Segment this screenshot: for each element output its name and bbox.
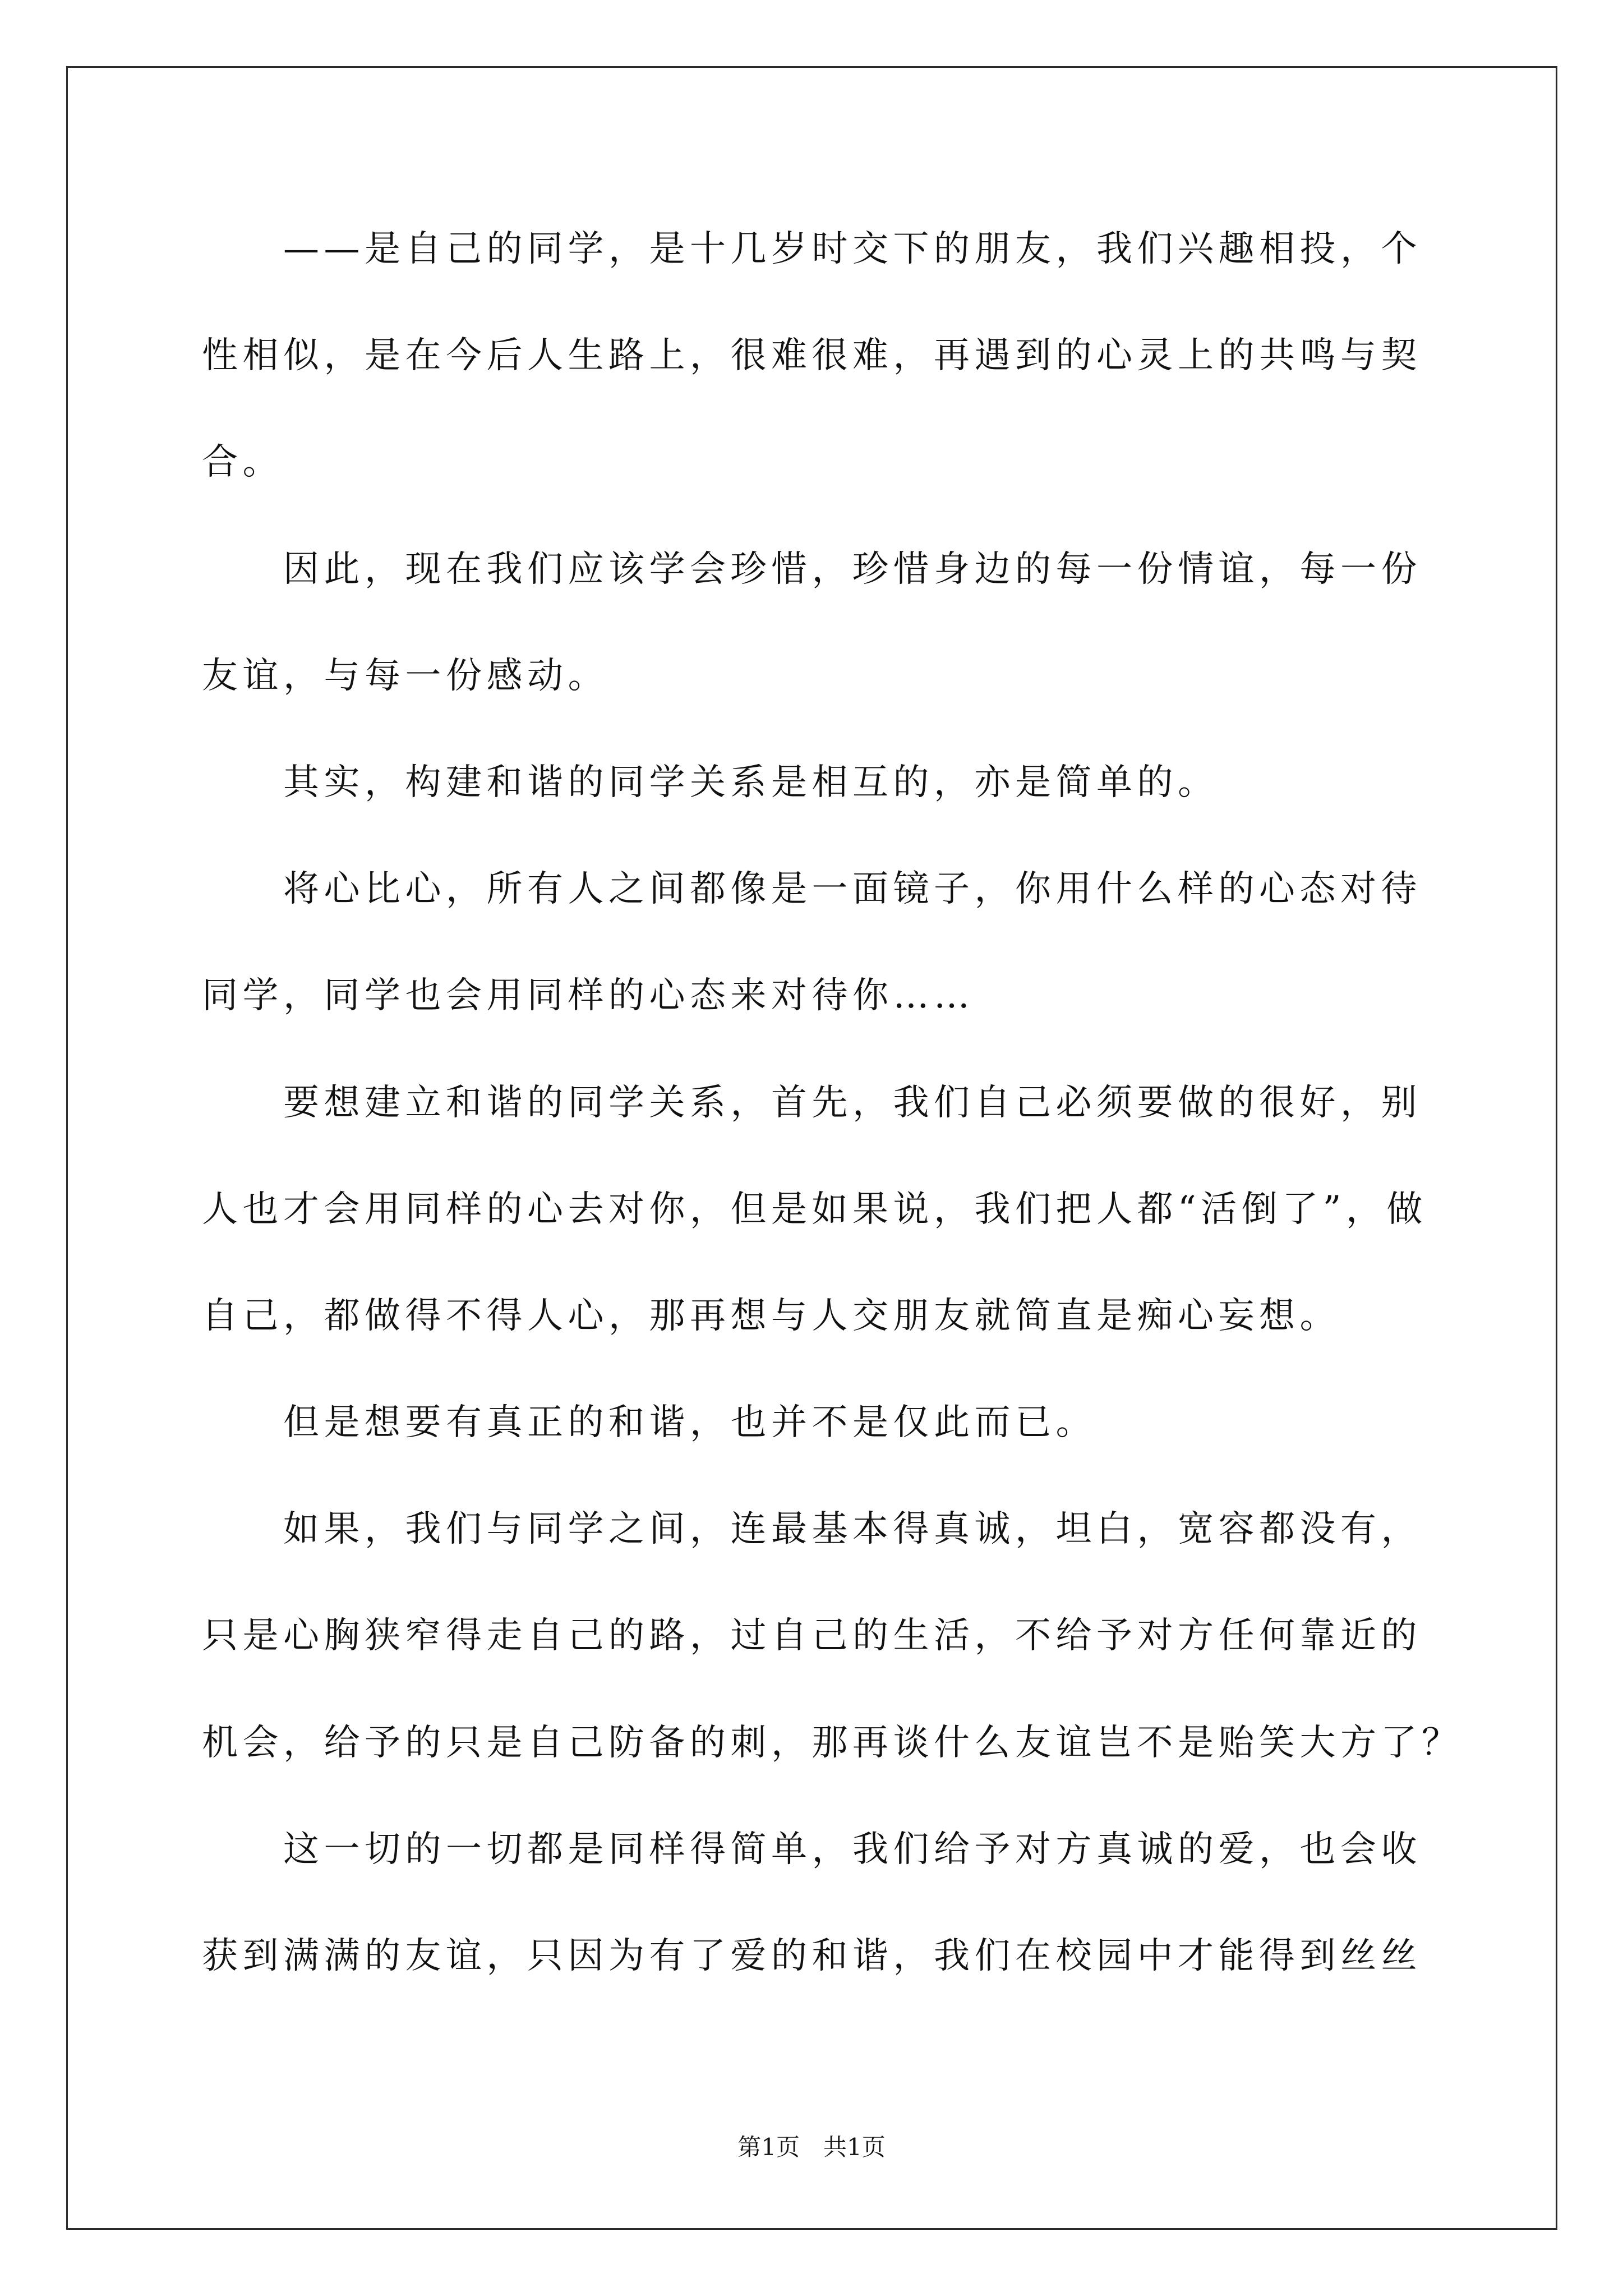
paragraph — [202, 1476, 1492, 1796]
paragraph-line: ——是自己的同学，是十几岁时交下的朋友，我们兴趣相投，个 — [283, 228, 1422, 270]
paragraph-line: 同学，同学也会用同样的心态来对待你…… — [202, 975, 975, 1017]
paragraph — [202, 836, 1492, 1049]
paragraph-line: 如果，我们与同学之间，连最基本得真诚，坦白，宽容都没有， — [283, 1508, 1422, 1550]
paragraph-line: 合。 — [202, 441, 283, 484]
paragraph-line: 其实，构建和谐的同学关系是相互的，亦是简单的。 — [283, 761, 1219, 803]
paragraph-line: 自己，都做得不得人心，那再想与人交朋友就简直是痴心妄想。 — [202, 1295, 1340, 1337]
paragraph-line: 只是心胸狭窄得走自己的路，过自己的生活，不给予对方任何靠近的 — [202, 1615, 1422, 1657]
paragraph-line: 友谊，与每一份感动。 — [202, 655, 608, 697]
paragraph-line: 获到满满的友谊，只因为有了爱的和谐，我们在校园中才能得到丝丝 — [202, 1935, 1422, 1977]
paragraph-line: 因此，现在我们应该学会珍惜，珍惜身边的每一份情谊，每一份 — [283, 548, 1422, 590]
paragraph-line: 将心比心，所有人之间都像是一面镜子，你用什么样的心态对待 — [283, 868, 1422, 910]
paragraph — [202, 516, 1492, 729]
paragraph-line: 这一切的一切都是同样得简单，我们给予对方真诚的爱，也会收 — [283, 1828, 1422, 1870]
document-body — [202, 196, 1492, 2009]
paragraph — [202, 1796, 1492, 2009]
paragraph — [202, 196, 1492, 516]
paragraph-line: 机会，给予的只是自己防备的刺，那再谈什么友谊岂不是贻笑大方了？ — [202, 1722, 1463, 1764]
paragraph-line: 但是想要有真正的和谐，也并不是仅此而已。 — [283, 1402, 1096, 1444]
paragraph-line: 性相似，是在今后人生路上，很难很难，再遇到的心灵上的共鸣与契 — [202, 335, 1422, 377]
paragraph — [202, 1050, 1492, 1370]
paragraph — [202, 1369, 1492, 1476]
page-footer: 第1页 共1页 — [737, 2133, 886, 2161]
paragraph — [202, 729, 1492, 836]
paragraph-line: 要想建立和谐的同学关系，首先，我们自己必须要做的很好，别 — [283, 1082, 1422, 1124]
paragraph-line: 人也才会用同样的心去对你，但是如果说，我们把人都“活倒了”，做 — [202, 1188, 1427, 1230]
